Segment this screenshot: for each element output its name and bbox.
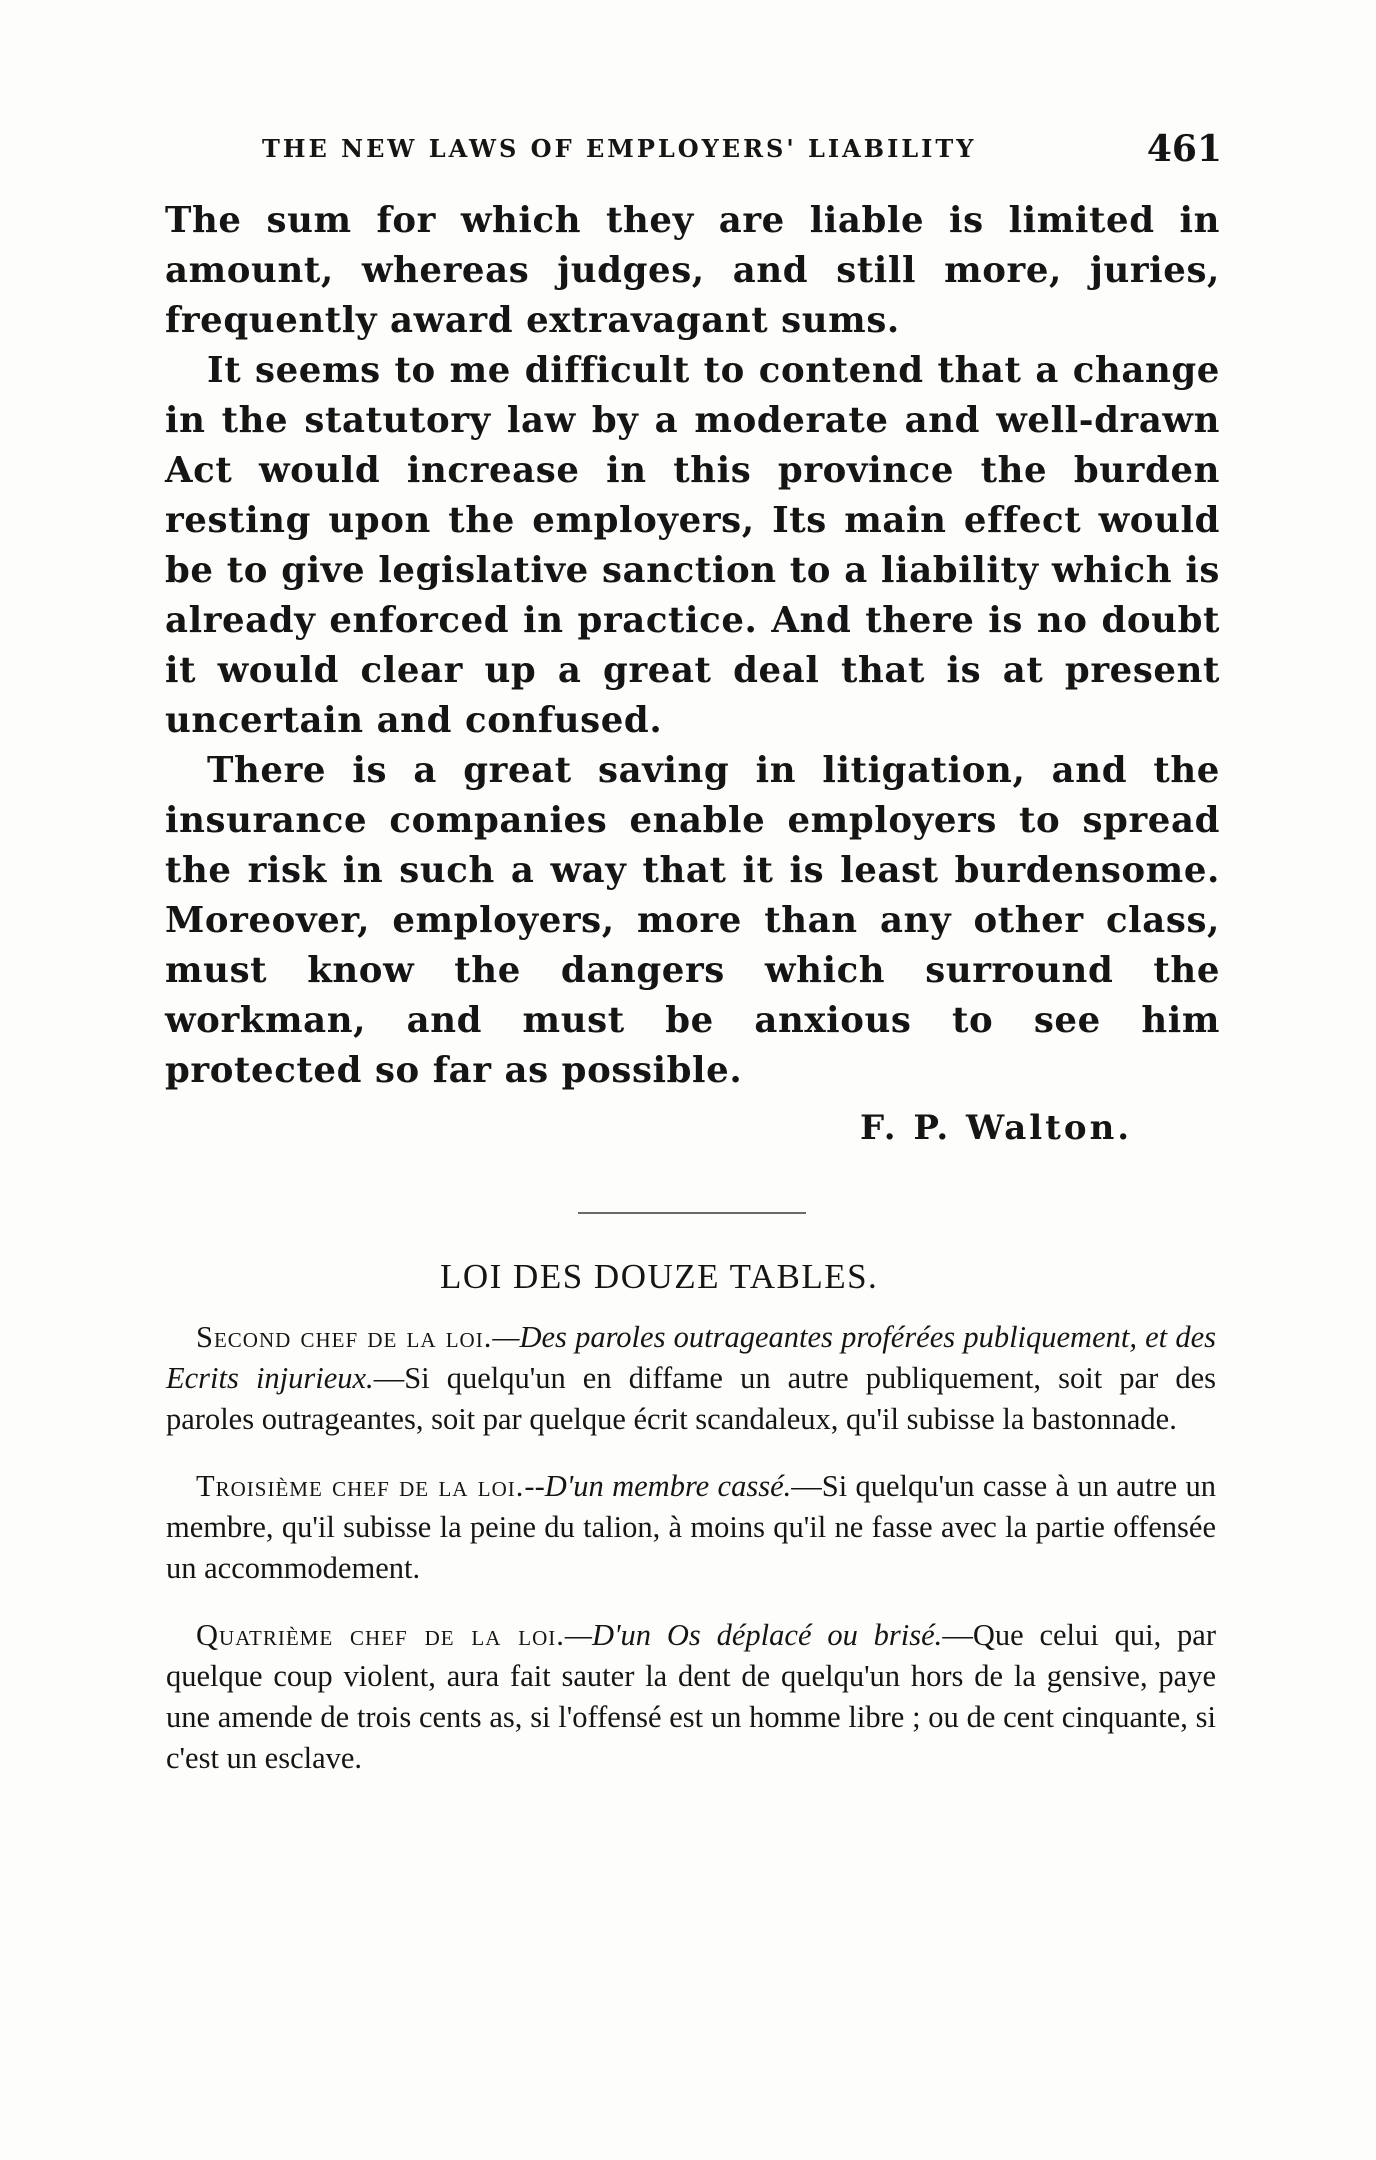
law-text: —Que celui qui, par quelque coup violent, aura fait sauter la dent de quelqu'un hors de la gensive, paye une amende de trois cents as, si l'offensé est un homme libre ; ou de cent cinquante, si c'est un esclave. xyxy=(166,1618,1216,1775)
article-paragraph: It seems to me difficult to contend that a change in the statutory law by a moderate and well-drawn Act would increase in this province the burden resting upon the employers, Its main effect would be to give legislative sanction to a liability which is already enforced in practice. And there is no doubt it would clear up a great deal that is at present uncertain and confused. xyxy=(165,350,1220,741)
running-header xyxy=(262,128,1222,178)
section-title: LOI DES DOUZE TABLES. xyxy=(440,1257,879,1296)
law-paragraph xyxy=(166,1466,1216,1589)
article-paragraph: The sum for which they are liable is limited in amount, whereas judges, and still more, juries, frequently award extravagant sums. xyxy=(165,200,1220,341)
article-paragraph: There is a great saving in litigation, and the insurance companies enable employers to spread the risk in such a way that it is least burdensome. Moreover, employers, more than any other class, must know the dangers which surround the workman, and must be anxious to see him protected so far as possible. xyxy=(165,750,1220,1091)
law-paragraph xyxy=(166,1615,1216,1779)
law-heading: Troisième chef de la loi. xyxy=(196,1469,525,1503)
author-signature: F. P. Walton. xyxy=(860,1108,1133,1148)
law-list xyxy=(166,1317,1216,1805)
law-heading: Quatrième chef de la loi. xyxy=(196,1618,565,1652)
section-divider xyxy=(578,1212,806,1214)
running-title: THE NEW LAWS OF EMPLOYERS' LIABILITY xyxy=(262,134,977,163)
law-rubric: --D'un membre cassé. xyxy=(524,1469,792,1503)
page-number: 461 xyxy=(1146,128,1222,170)
law-text: —Si quelqu'un casse à un autre un membre, qu'il subisse la peine du talion, à moins qu'il ne fasse avec la partie offensée un accommodement. xyxy=(166,1469,1216,1585)
law-heading: Second chef de la loi. xyxy=(196,1320,493,1354)
law-text: —Si quelqu'un en diffame un autre publiquement, soit par des paroles outrageantes, soit par quelque écrit scandaleux, qu'il subisse la bastonnade. xyxy=(166,1361,1216,1436)
article-body xyxy=(165,196,1220,1096)
law-rubric: —D'un Os déplacé ou brisé. xyxy=(564,1618,943,1652)
law-paragraph xyxy=(166,1317,1216,1440)
law-rubric: —Des paroles outrageantes proférées publiquement, et des Ecrits injurieux. xyxy=(166,1320,1217,1395)
